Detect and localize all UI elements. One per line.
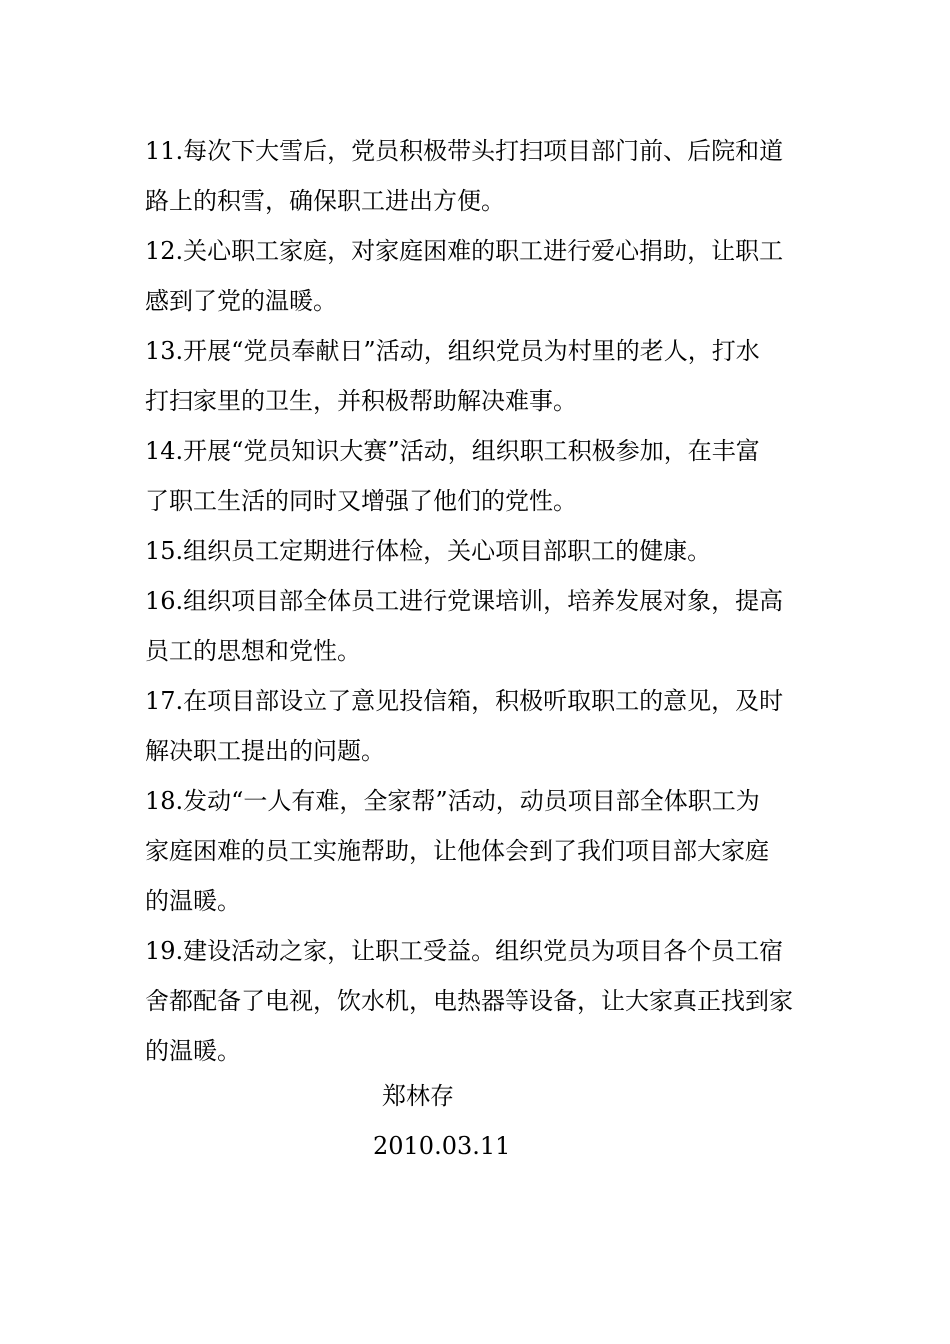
text-line: 家庭困难的员工实施帮助，让他体会到了我们项目部大家庭: [145, 837, 769, 865]
text-line: 17.在项目部设立了意见投信箱，积极听取职工的意见，及时: [145, 687, 784, 715]
text-line: 路上的积雪，确保职工进出方便。: [145, 187, 505, 215]
text-line: 解决职工提出的问题。: [145, 737, 385, 765]
text-line: 14.开展“党员知识大赛”活动，组织职工积极参加，在丰富: [145, 437, 760, 465]
text-line: 16.组织项目部全体员工进行党课培训，培养发展对象，提高: [145, 587, 784, 615]
text-line: 12.关心职工家庭，对家庭困难的职工进行爱心捐助，让职工: [145, 237, 784, 265]
text-line: 18.发动“一人有难，全家帮”活动，动员项目部全体职工为: [145, 787, 760, 815]
text-line: 感到了党的温暖。: [145, 287, 337, 315]
text-line: 舍都配备了电视，饮水机，电热器等设备，让大家真正找到家: [145, 987, 793, 1015]
signature-date: 2010.03.11: [373, 1132, 511, 1160]
text-line: 的温暖。: [145, 887, 241, 915]
body-text: [145, 126, 807, 1076]
text-line: 13.开展“党员奉献日”活动，组织党员为村里的老人，打水: [145, 337, 760, 365]
signature-name: 郑林存: [382, 1082, 454, 1110]
text-line: 19.建设活动之家，让职工受益。组织党员为项目各个员工宿: [145, 937, 784, 965]
text-line: 打扫家里的卫生，并积极帮助解决难事。: [145, 387, 577, 415]
text-line: 了职工生活的同时又增强了他们的党性。: [145, 487, 577, 515]
text-line: 11.每次下大雪后，党员积极带头打扫项目部门前、后院和道: [145, 137, 784, 165]
text-line: 的温暖。: [145, 1037, 241, 1065]
text-line: 员工的思想和党性。: [145, 637, 361, 665]
text-line: 15.组织员工定期进行体检，关心项目部职工的健康。: [145, 537, 712, 565]
